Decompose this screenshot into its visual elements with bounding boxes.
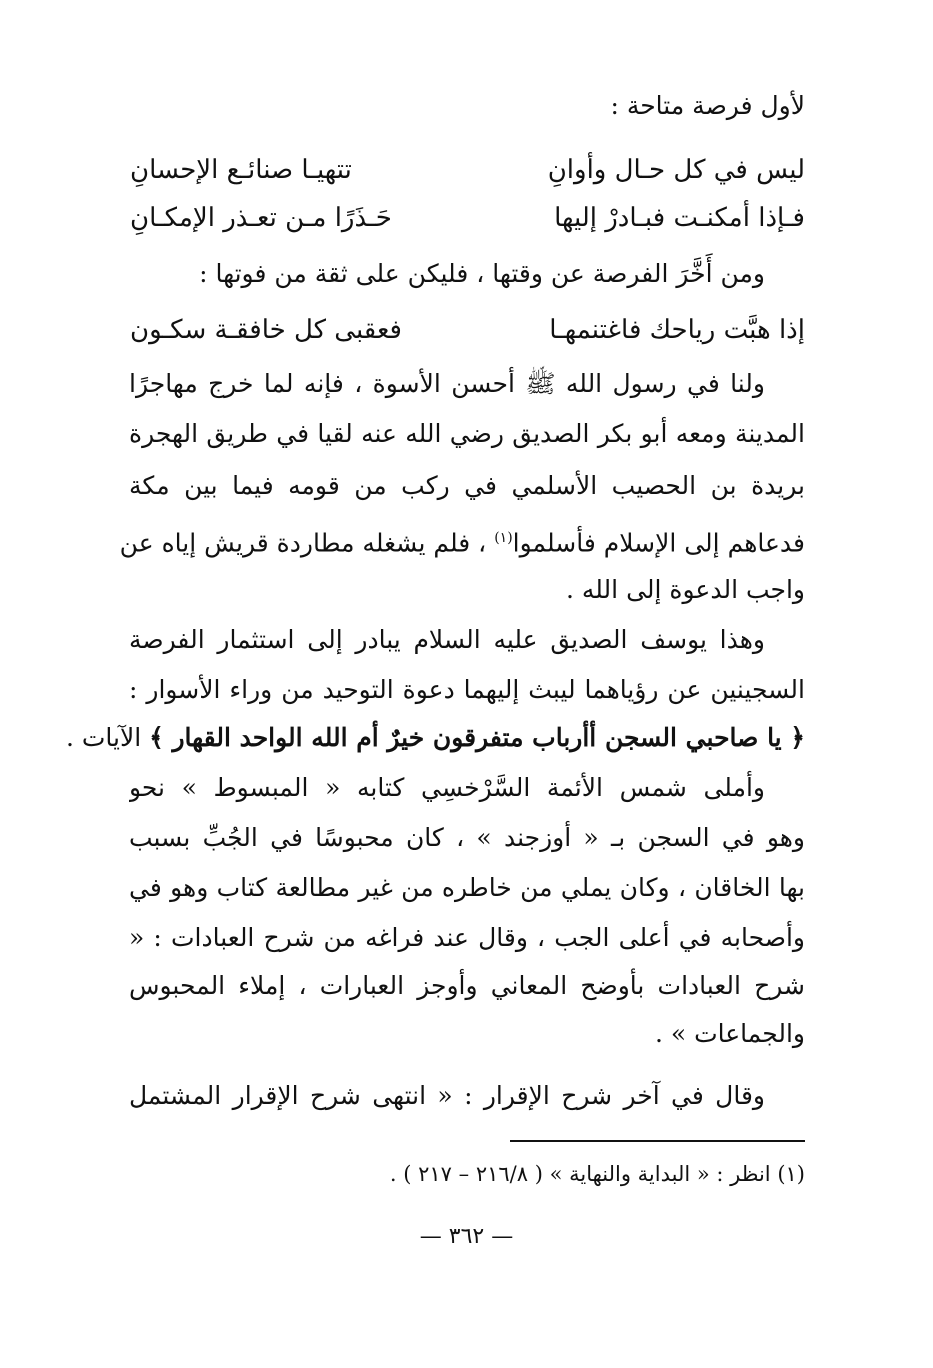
section-heading: لأول فرصة متاحة : bbox=[610, 91, 805, 120]
para1-line4-end: ، فلم يشغله مطاردة قريش إياه عن bbox=[119, 528, 495, 558]
para3-line3: بها الخاقان ، وكان يملي من خاطره من غير مطالعة كتاب وهو في bbox=[129, 873, 805, 902]
para3-line2: وهو في السجن بـ « أوزجند » ، كان محبوسًا في الجُبِّ بسبب bbox=[129, 823, 805, 852]
poem1-line2-right-hemistich: فـإذا أمكنـت فبـادرْ إليها bbox=[554, 203, 805, 233]
para3-line1: وأملى شمس الأئمة السَّرْخسِي كتابه « المبسوط » نحو bbox=[129, 773, 765, 802]
para1-line1: ولنا في رسول الله ﷺ أحسن الأسوة ، فإنه لما خرج مهاجرًا bbox=[129, 369, 765, 398]
poem1-line1-right-hemistich: ليس في كل حـال وأوانِ bbox=[547, 155, 805, 185]
footnote-separator bbox=[510, 1140, 805, 1142]
para1-line4 bbox=[119, 514, 805, 567]
para1-line2: المدينة ومعه أبو بكر الصديق رضي الله عنه لقيا في طريق الهجرة bbox=[129, 419, 805, 448]
poem2-right-hemistich: إذا هبَّت رياحك فاغتنمهـا bbox=[549, 315, 805, 345]
para2-line2: السجينين عن رؤياهما ليبث إليهما دعوة التوحيد من وراء الأسوار : bbox=[129, 675, 805, 704]
para3-line6: والجماعات » . bbox=[654, 1019, 805, 1048]
poem1-line2-left-hemistich: حَـذَرًا مـن تعـذر الإمكـانِ bbox=[130, 203, 392, 233]
footnote-reference: (١) bbox=[494, 530, 513, 546]
para1-line4-start: فدعاهم إلى الإسلام فأسلموا bbox=[512, 528, 805, 558]
para2-line1: وهذا يوسف الصديق عليه السلام يبادر إلى استثمار الفرصة bbox=[129, 625, 765, 654]
quran-verse: ﴿ يا صاحبي السجن أأرباب متفرقون خيرٌ أم الله الواحد القهار ﴾ bbox=[149, 723, 805, 752]
quran-verse-tail: الآيات . bbox=[65, 723, 150, 752]
poem1-line1-left-hemistich: تتهيـا صنائـع الإحسانِ bbox=[130, 155, 352, 185]
poem2-left-hemistich: فعقبى كل خافقـة سكـون bbox=[130, 315, 402, 345]
para3-line4: وأصحابه في أعلى الجب ، وقال عند فراغه من شرح العبادات : « bbox=[129, 923, 805, 952]
para4-line1: وقال في آخر شرح الإقرار : « انتهى شرح الإقرار المشتمل bbox=[129, 1081, 765, 1110]
intro-line: ومن أَخَّرَ الفرصة عن وقتها ، فليكن على ثقة من فوتها : bbox=[199, 259, 765, 288]
page-number: — ٣٦٢ — bbox=[419, 1224, 514, 1249]
footnote: (١) انظر : « البداية والنهاية » ( ٢١٦/٨ – ٢١٧ ) . bbox=[389, 1162, 805, 1186]
para1-line5: واجب الدعوة إلى الله . bbox=[565, 575, 805, 604]
para3-line5: شرح العبادات بأوضح المعاني وأوجز العبارات ، إملاء المحبوس bbox=[129, 971, 805, 1000]
para1-line3: بريدة بن الحصيب الأسلمي في ركب من قومه فيما بين مكة bbox=[129, 471, 805, 500]
quran-verse-line bbox=[65, 714, 805, 762]
